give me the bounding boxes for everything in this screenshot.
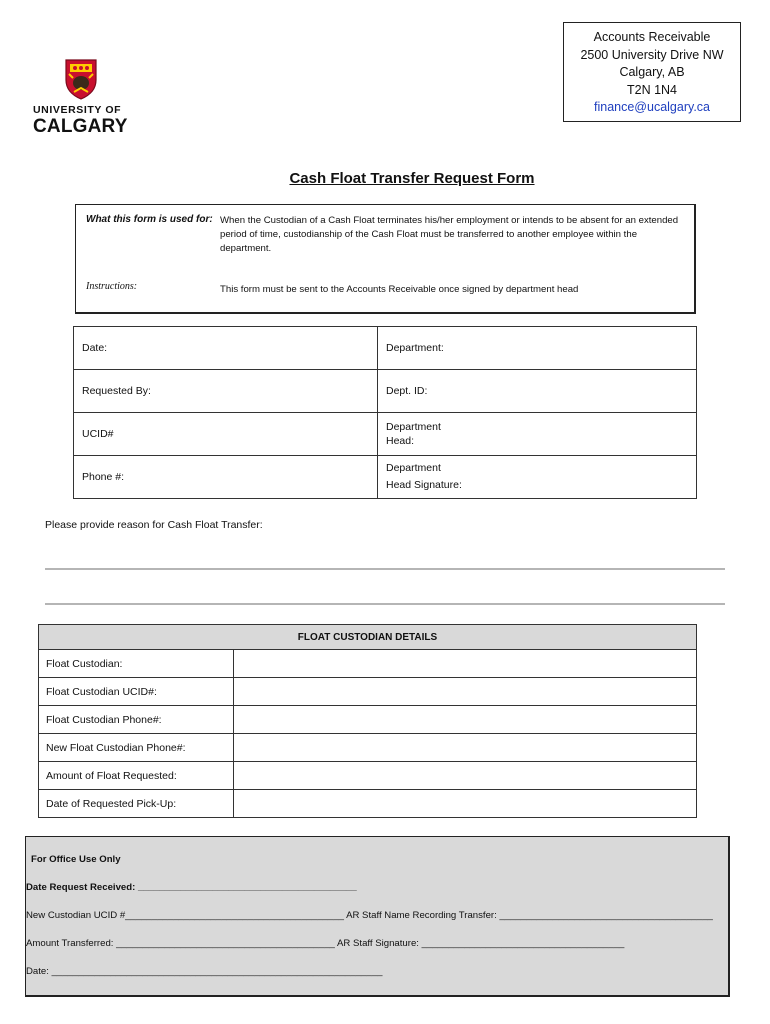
table-row (74, 456, 697, 499)
address-email-link[interactable]: finance@ucalgary.ca (594, 100, 710, 114)
requested-by-label: Requested By: (82, 385, 151, 397)
dept-id-field[interactable] (378, 370, 697, 413)
float-custodian-ucid-label: Float Custodian UCID#: (39, 678, 234, 706)
new-float-custodian-phone-label: New Float Custodian Phone#: (39, 734, 234, 762)
ucid-label: UCID# (82, 428, 114, 440)
form-info-box (75, 204, 696, 314)
float-custodian-ucid-input[interactable] (234, 678, 697, 706)
float-custodian-label: Float Custodian: (39, 650, 234, 678)
table-row (74, 370, 697, 413)
table-row (39, 790, 697, 818)
phone-field[interactable] (74, 456, 378, 499)
table-row (74, 327, 697, 370)
float-custodian-phone-input[interactable] (234, 706, 697, 734)
amount-of-float-input[interactable] (234, 762, 697, 790)
department-head-field[interactable] (378, 413, 697, 456)
department-head-signature-field[interactable] (378, 456, 697, 499)
reason-input-line-1[interactable] (45, 568, 725, 570)
request-details-table (73, 326, 697, 499)
address-box (563, 22, 741, 122)
office-date-field[interactable]: Date: ______________________________________________________________ (26, 966, 383, 977)
amount-transferred-field[interactable]: Amount Transferred: _________________________________________ AR Staff Signature: ______________________________________ (26, 938, 625, 949)
form-title: Cash Float Transfer Request Form (289, 170, 535, 187)
table-row (39, 734, 697, 762)
instructions-label: Instructions: (86, 281, 138, 292)
float-custodian-phone-label: Float Custodian Phone#: (39, 706, 234, 734)
logo-text-calgary: CALGARY (33, 116, 128, 137)
department-head-signature-label-line1: Department (386, 462, 441, 474)
table-row (74, 413, 697, 456)
department-head-label-line1: Department (386, 421, 441, 433)
table-row (39, 678, 697, 706)
table-row (39, 650, 697, 678)
university-crest-logo (64, 58, 98, 100)
address-city: Calgary, AB (619, 65, 685, 79)
department-head-signature-label-line2: Head Signature: (386, 479, 462, 491)
date-label: Date: (82, 342, 108, 354)
reason-input-line-2[interactable] (45, 603, 725, 605)
table-header-row (39, 625, 697, 650)
amount-of-float-label: Amount of Float Requested: (39, 762, 234, 790)
phone-label: Phone #: (82, 471, 125, 483)
reason-label: Please provide reason for Cash Float Transfer: (45, 519, 263, 531)
pickup-date-input[interactable] (234, 790, 697, 818)
dept-id-label: Dept. ID: (386, 385, 428, 397)
address-street: 2500 University Drive NW (580, 47, 724, 62)
address-department: Accounts Receivable (593, 30, 711, 44)
table-row (39, 706, 697, 734)
date-field[interactable] (74, 327, 378, 370)
requested-by-field[interactable] (74, 370, 378, 413)
custodian-details-heading: FLOAT CUSTODIAN DETAILS (39, 625, 697, 650)
new-float-custodian-phone-input[interactable] (234, 734, 697, 762)
logo-text-university-of: UNIVERSITY OF (33, 104, 122, 116)
department-field[interactable] (378, 327, 697, 370)
ucid-field[interactable] (74, 413, 378, 456)
float-custodian-details-table (38, 624, 697, 818)
new-custodian-ucid-field[interactable]: New Custodian UCID #_________________________________________ AR Staff Name Recording Transfer: ________________________________________ (26, 910, 713, 921)
department-label: Department: (386, 342, 444, 354)
office-use-title: For Office Use Only (31, 854, 121, 865)
used-for-label: What this form is used for: (86, 214, 213, 225)
address-postal-code: T2N 1N4 (626, 82, 678, 97)
department-head-label-line2: Head: (386, 435, 415, 447)
pickup-date-label: Date of Requested Pick-Up: (39, 790, 234, 818)
used-for-text: When the Custodian of a Cash Float terminates his/her employment or intends to be absent for an extended period of time, custodianship of the Cash Float must be transferred to another employee within the department. (220, 215, 679, 254)
office-use-box (25, 836, 730, 997)
float-custodian-input[interactable] (234, 650, 697, 678)
date-request-received-field[interactable]: Date Request Received: _________________________________________ (26, 882, 357, 893)
instructions-text: This form must be sent to the Accounts Receivable once signed by department head (220, 284, 579, 295)
table-row (39, 762, 697, 790)
